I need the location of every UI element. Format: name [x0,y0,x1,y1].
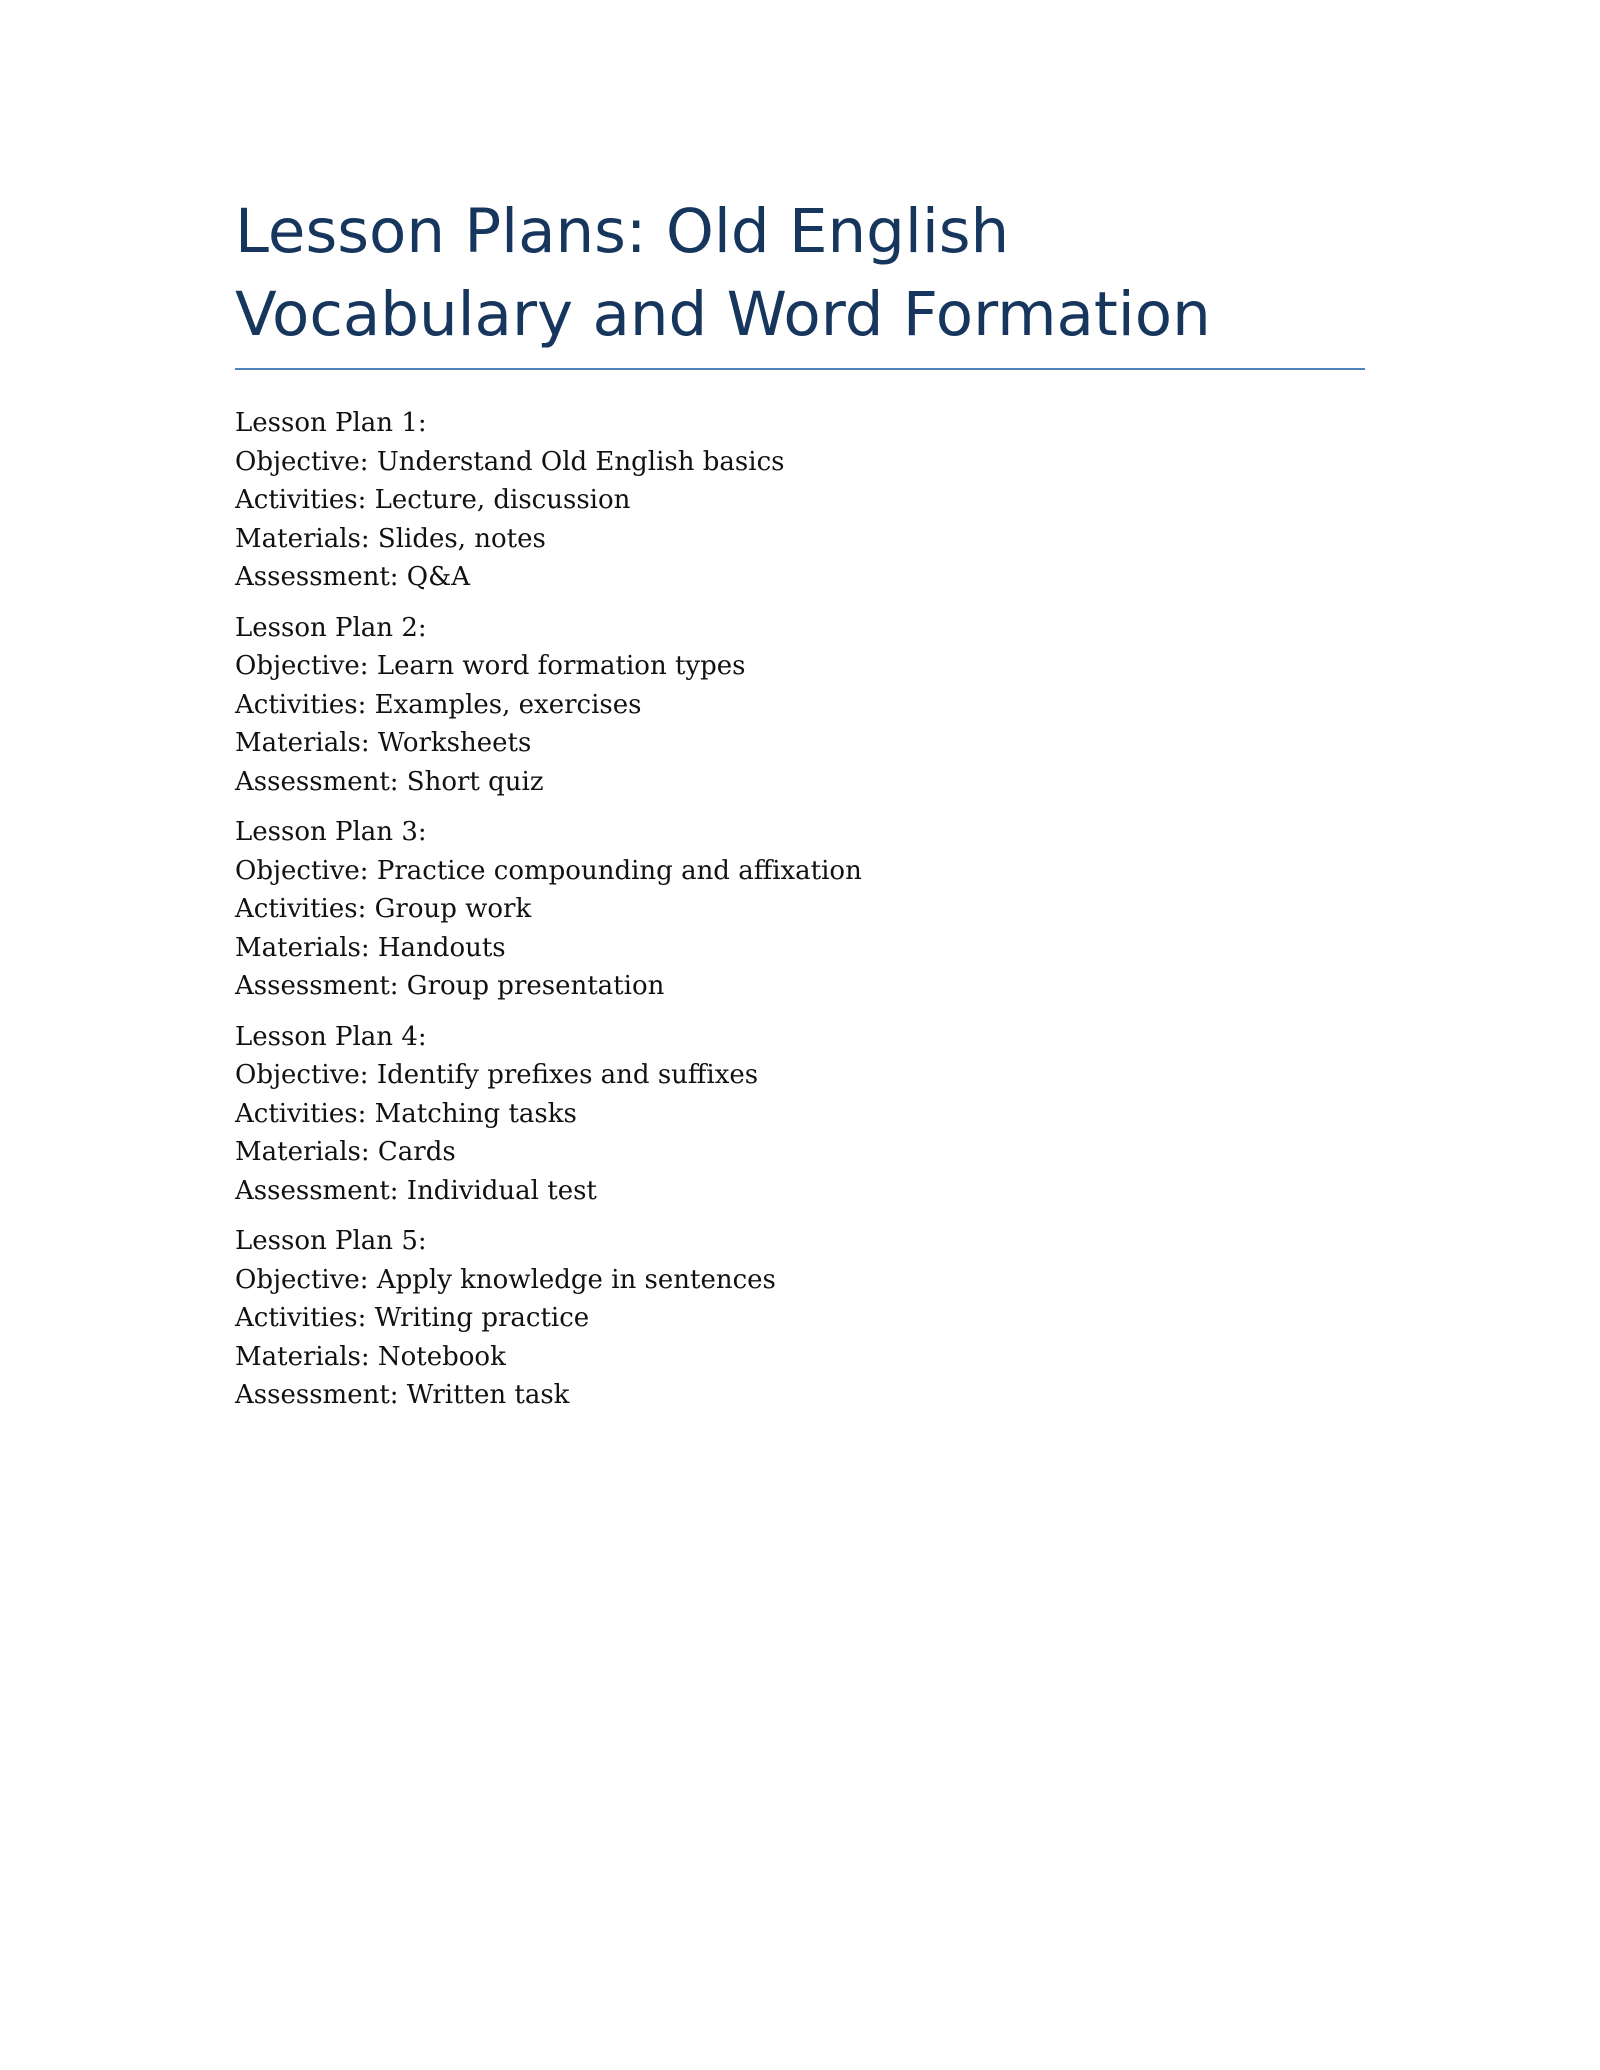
lesson-plan-heading: Lesson Plan 4: [235,1021,427,1052]
lesson-plan-activities: Activities: Group work [235,894,532,924]
lesson-plan-objective: Objective: Apply knowledge in sentences [235,1264,776,1295]
lesson-plan-objective: Objective: Learn word formation types [235,651,746,681]
lesson-plan-assessment: Assessment: Short quiz [235,766,544,797]
lesson-plan-heading: Lesson Plan 1: [235,408,427,438]
lesson-plan-objective: Objective: Identify prefixes and suffixes [235,1060,759,1090]
title-underline-rule [235,368,1365,370]
lesson-plan-materials: Materials: Notebook [235,1341,506,1372]
lesson-plan-assessment: Assessment: Group presentation [235,971,665,1001]
lesson-plan-heading: Lesson Plan 5: [235,1226,427,1256]
lesson-plan-3 [235,813,1365,1006]
title-block [235,190,1365,370]
lesson-plan-activities: Activities: Examples, exercises [235,689,642,720]
lesson-plan-objective: Objective: Understand Old English basics [235,446,785,477]
page-title: Lesson Plans: Old English Vocabulary and Word Formation [235,196,1211,350]
lesson-plan-materials: Materials: Slides, notes [235,523,546,554]
lesson-plan-activities: Activities: Matching tasks [235,1098,577,1129]
lesson-plan-materials: Materials: Handouts [235,932,506,963]
lesson-plans-list [235,404,1365,1427]
lesson-plan-2 [235,609,1365,802]
lesson-plan-assessment: Assessment: Individual test [235,1175,597,1206]
lesson-plan-materials: Materials: Cards [235,1137,456,1167]
lesson-plan-heading: Lesson Plan 3: [235,817,427,847]
lesson-plan-assessment: Assessment: Q&A [235,562,471,592]
lesson-plan-4 [235,1018,1365,1211]
lesson-plan-objective: Objective: Practice compounding and affixation [235,855,862,886]
lesson-plan-5 [235,1222,1365,1415]
lesson-plan-materials: Materials: Worksheets [235,728,532,758]
lesson-plan-1 [235,404,1365,597]
lesson-plan-assessment: Assessment: Written task [235,1380,570,1410]
lesson-plan-heading: Lesson Plan 2: [235,612,427,643]
lesson-plan-activities: Activities: Lecture, discussion [235,485,631,515]
lesson-plan-activities: Activities: Writing practice [235,1303,590,1333]
